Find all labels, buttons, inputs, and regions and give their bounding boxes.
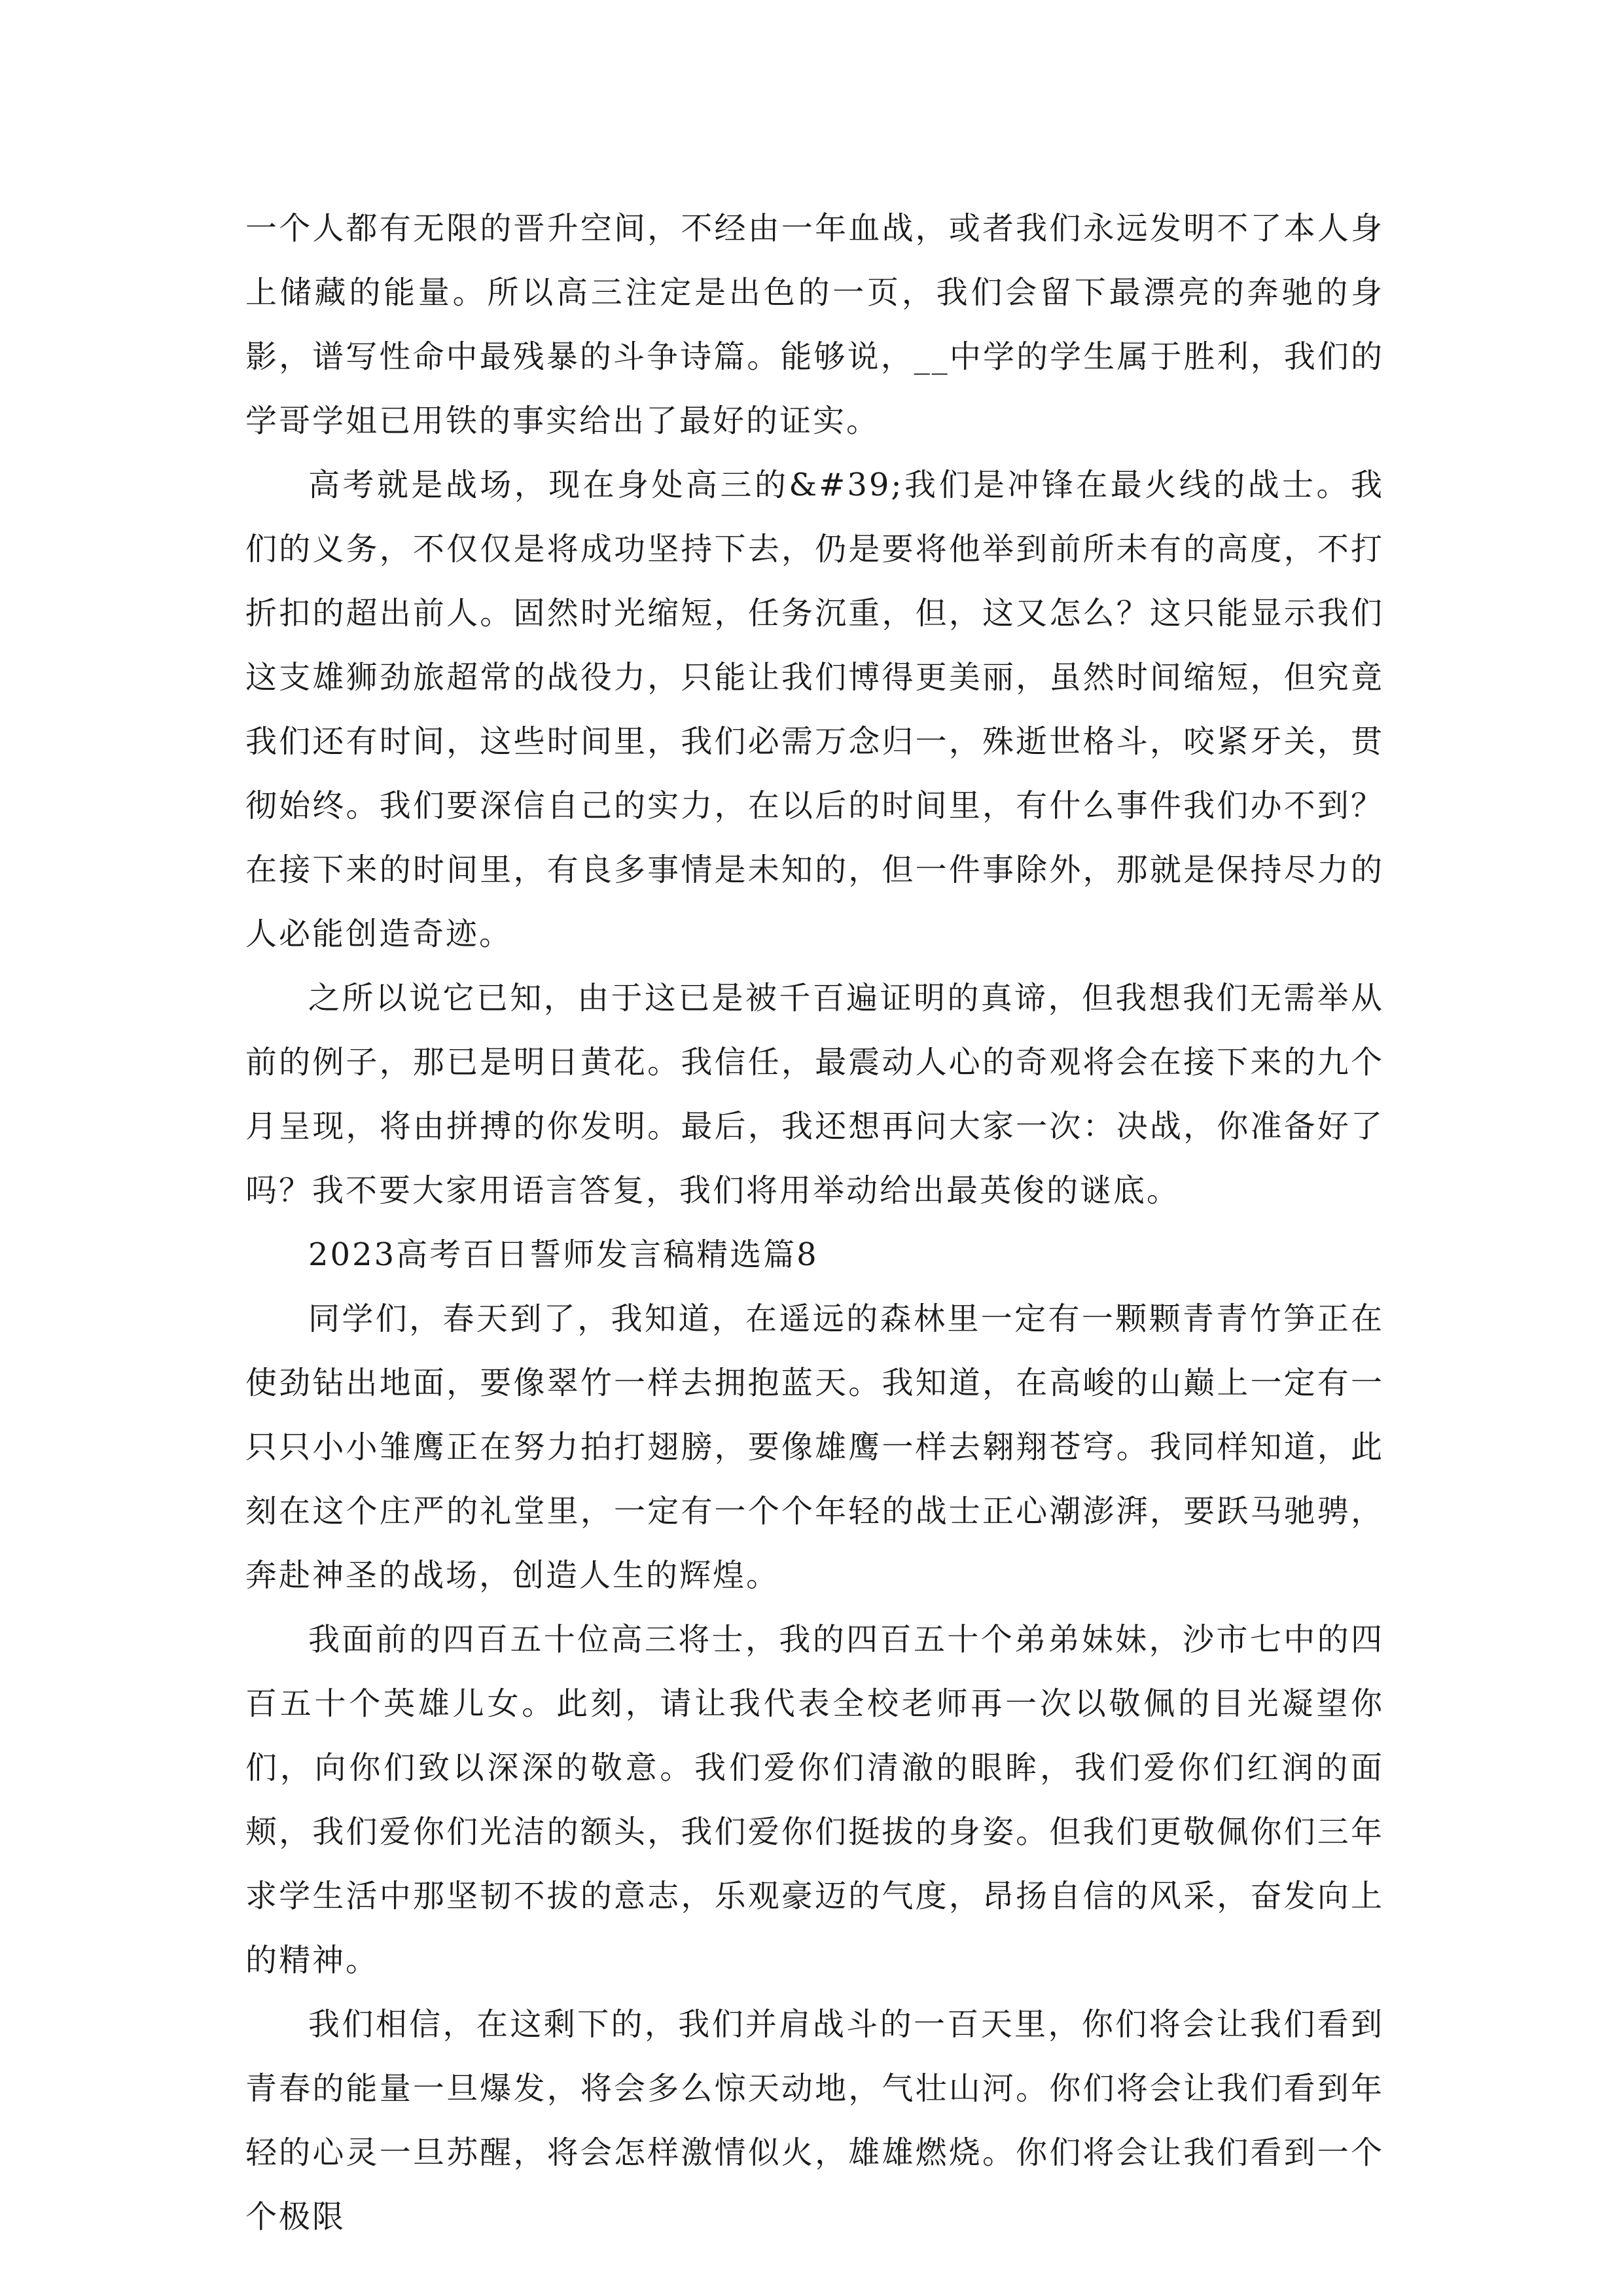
section-heading: 2023高考百日誓师发言稿精选篇8 [308, 1236, 819, 1273]
paragraph-2: 高考就是战场，现在身处高三的&#39;我们是冲锋在最火线的战士。我们的义务，不仅仅是将成功坚持下去，仍是要将他举到前所未有的高度，不打折扣的超出前人。固然时光缩短，任务沉重，但，这又怎么？这只能显示我们这支雄狮劲旅超常的战役力，只能让我们博得更美丽，虽然时间缩短，但究竟我们还有时间，这些时间里，我们必需万念归一，殊逝世格斗，咬紧牙关，贯彻始终。我们要深信自己的实力，在以后的时间里，有什么事件我们办不到？在接下来的时间里，有良多事情是未知的，但一件事除外，那就是保持尽力的人必能创造奇迹。 [245, 467, 1384, 952]
paragraph-5: 我面前的四百五十位高三将士，我的四百五十个弟弟妹妹，沙市七中的四百五十个英雄儿女。此刻，请让我代表全校老师再一次以敬佩的目光凝望你们，向你们致以深深的敬意。我们爱你们清澈的眼眸，我们爱你们红润的面颊，我们爱你们光洁的额头，我们爱你们挺拔的身姿。但我们更敬佩你们三年求学生活中那坚韧不拔的意志，乐观豪迈的气度，昂扬自信的风采，奋发向上的精神。 [245, 1621, 1384, 1979]
paragraph-3: 之所以说它已知，由于这已是被千百遍证明的真谛，但我想我们无需举从前的例子，那已是明日黄花。我信任，最震动人心的奇观将会在接下来的九个月呈现，将由拼搏的你发明。最后，我还想再问大家一次：决战，你准备好了吗？我不要大家用语言答复，我们将用举动给出最英俊的谜底。 [245, 980, 1384, 1209]
document-body [245, 196, 1384, 2249]
paragraph-4: 同学们，春天到了，我知道，在遥远的森林里一定有一颗颗青青竹笋正在使劲钻出地面，要像翠竹一样去拥抱蓝天。我知道，在高峻的山巅上一定有一只只小小雏鹰正在努力拍打翅膀，要像雄鹰一样去翱翔苍穹。我同样知道，此刻在这个庄严的礼堂里，一定有一个个年轻的战士正心潮澎湃，要跃马驰骋，奔赴神圣的战场，创造人生的辉煌。 [245, 1300, 1384, 1594]
paragraph-6: 我们相信，在这剩下的，我们并肩战斗的一百天里，你们将会让我们看到青春的能量一旦爆发，将会多么惊天动地，气壮山河。你们将会让我们看到年轻的心灵一旦苏醒，将会怎样激情似火，雄雄燃烧。你们将会让我们看到一个个极限 [245, 2006, 1384, 2235]
paragraph-1: 一个人都有无限的晋升空间，不经由一年血战，或者我们永远发明不了本人身上储藏的能量。所以高三注定是出色的一页，我们会留下最漂亮的奔驰的身影，谱写性命中最残暴的斗争诗篇。能够说，__中学的学生属于胜利，我们的学哥学姐已用铁的事实给出了最好的证实。 [245, 210, 1384, 439]
